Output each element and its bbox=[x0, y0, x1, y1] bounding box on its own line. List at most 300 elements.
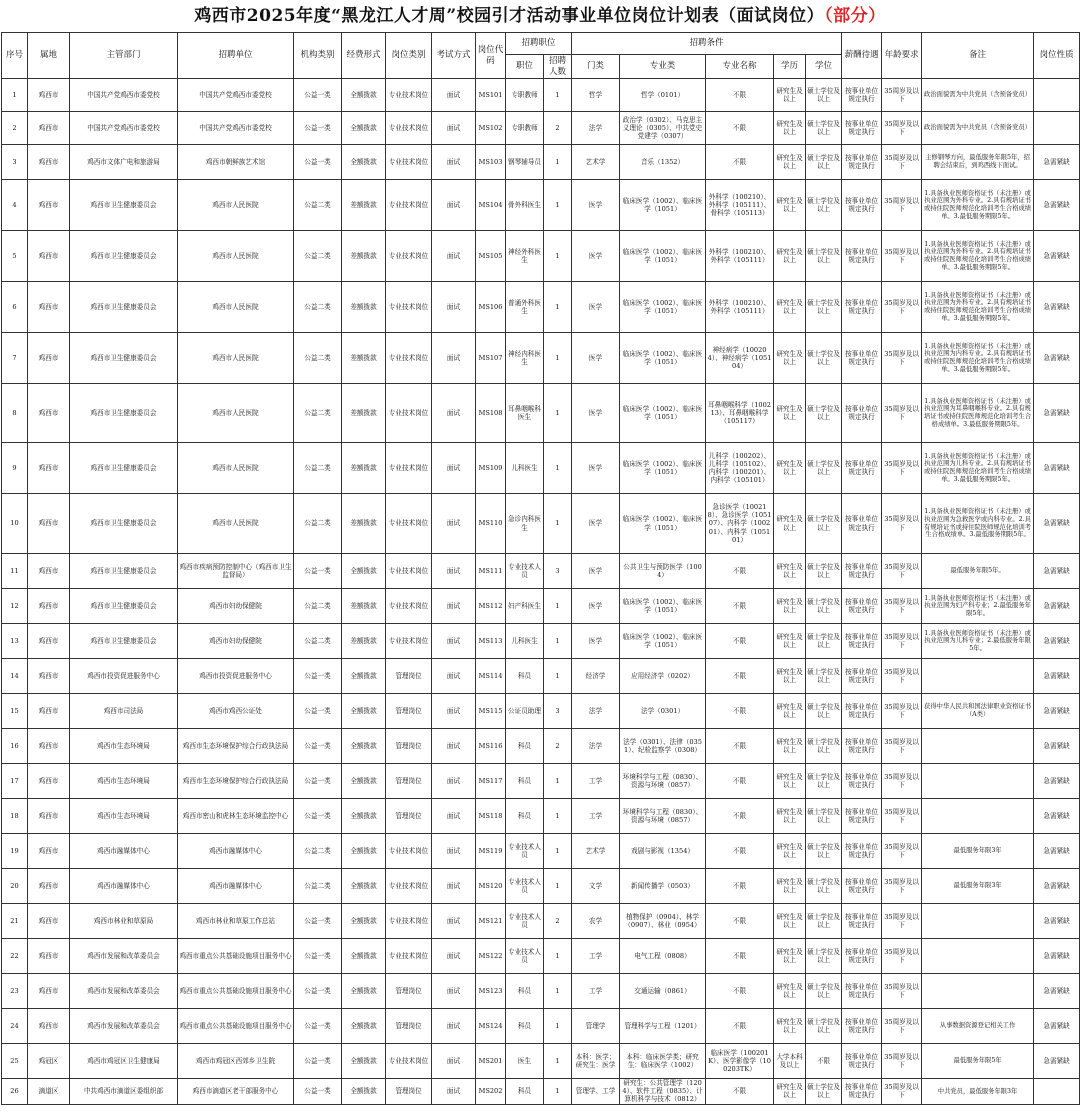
cell-unit: 鸡西市人民医院 bbox=[178, 180, 294, 231]
cell-dept: 鸡西市生态环境局 bbox=[70, 764, 178, 799]
cell-post: 耳鼻咽喉科医生 bbox=[506, 384, 544, 443]
cell-num: 1 bbox=[544, 384, 572, 443]
cell-org-type: 公益一类 bbox=[294, 1009, 342, 1044]
cell-code: MS117 bbox=[476, 764, 506, 799]
cell-org-type: 公益一类 bbox=[294, 1079, 342, 1105]
cell-org-type: 公益二类 bbox=[294, 180, 342, 231]
cell-nature: 急需紧缺 bbox=[1034, 974, 1080, 1009]
cell-note bbox=[922, 974, 1034, 1009]
table-row bbox=[2, 764, 1080, 799]
cell-nature: 急需紧缺 bbox=[1034, 443, 1080, 494]
cell-org-type: 公益一类 bbox=[294, 904, 342, 939]
table-row bbox=[2, 1044, 1080, 1079]
cell-seq: 3 bbox=[2, 145, 28, 180]
cell-code: MS120 bbox=[476, 869, 506, 904]
cell-pos-type: 管理岗位 bbox=[386, 764, 432, 799]
cell-note bbox=[922, 939, 1034, 974]
cell-age: 35周岁及以下 bbox=[882, 624, 922, 659]
cell-age: 35周岁及以下 bbox=[882, 145, 922, 180]
title-suffix: （部分） bbox=[824, 6, 886, 26]
cell-exam: 面试 bbox=[432, 112, 476, 145]
cell-unit: 鸡西市生态环境保护综合行政执法局 bbox=[178, 729, 294, 764]
cell-note: 1.具备执业医师资格证书（未注册）或执业范围为外科专业。2.具有规培证书或持住院医师规范化培训考生合格成绩单。3.最低服务期限5年。 bbox=[922, 180, 1034, 231]
header-org-type: 机构类别 bbox=[294, 33, 342, 79]
cell-salary: 按事业单位规定执行 bbox=[842, 834, 882, 869]
header-nature: 岗位性质 bbox=[1034, 33, 1080, 79]
cell-nature bbox=[1034, 112, 1080, 145]
cell-salary: 按事业单位规定执行 bbox=[842, 79, 882, 112]
cell-edu: 研究生及以上 bbox=[774, 79, 806, 112]
cell-note: 最低服务年限5年。 bbox=[922, 554, 1034, 589]
cell-age: 35周岁及以下 bbox=[882, 554, 922, 589]
cell-org-type: 公益一类 bbox=[294, 799, 342, 834]
cell-degree: 硕士学位及以上 bbox=[806, 384, 842, 443]
cell-unit: 鸡西市人民医院 bbox=[178, 494, 294, 554]
cell-seq: 25 bbox=[2, 1044, 28, 1079]
table-row bbox=[2, 79, 1080, 112]
cell-degree: 硕士学位及以上 bbox=[806, 494, 842, 554]
cell-edu: 大学本科及以上 bbox=[774, 1044, 806, 1079]
cell-area: 鸡西市 bbox=[28, 384, 70, 443]
cell-post: 专业技术人员 bbox=[506, 939, 544, 974]
cell-seq: 14 bbox=[2, 659, 28, 694]
cell-major-class: 临床医学（1002）、临床医学（1051） bbox=[620, 494, 706, 554]
cell-org-type: 公益一类 bbox=[294, 694, 342, 729]
cell-exam: 面试 bbox=[432, 494, 476, 554]
cell-category: 医学 bbox=[572, 231, 620, 282]
cell-pos-type: 专业技术岗位 bbox=[386, 231, 432, 282]
header-num: 招聘人数 bbox=[544, 55, 572, 79]
cell-age: 35周岁及以下 bbox=[882, 1044, 922, 1079]
header-note: 备注 bbox=[922, 33, 1034, 79]
cell-num: 1 bbox=[544, 834, 572, 869]
cell-unit: 鸡西市融媒体中心 bbox=[178, 834, 294, 869]
cell-post: 神经外科医生 bbox=[506, 231, 544, 282]
cell-org-type: 公益一类 bbox=[294, 554, 342, 589]
cell-num: 2 bbox=[544, 112, 572, 145]
cell-exam: 面试 bbox=[432, 333, 476, 384]
cell-degree: 硕士学位及以上 bbox=[806, 939, 842, 974]
cell-salary: 按事业单位规定执行 bbox=[842, 231, 882, 282]
cell-seq: 6 bbox=[2, 282, 28, 333]
cell-salary: 按事业单位规定执行 bbox=[842, 694, 882, 729]
cell-salary: 按事业单位规定执行 bbox=[842, 494, 882, 554]
cell-major-class: 电气工程（0808） bbox=[620, 939, 706, 974]
cell-dept: 中国共产党鸡西市委党校 bbox=[70, 112, 178, 145]
cell-exam: 面试 bbox=[432, 974, 476, 1009]
cell-post: 公证员助理 bbox=[506, 694, 544, 729]
cell-nature: 急需紧缺 bbox=[1034, 1009, 1080, 1044]
cell-num: 1 bbox=[544, 1009, 572, 1044]
cell-dept: 鸡西市卫生健康委员会 bbox=[70, 443, 178, 494]
cell-salary: 按事业单位规定执行 bbox=[842, 764, 882, 799]
cell-area: 鸡西市 bbox=[28, 145, 70, 180]
cell-pos-type: 管理岗位 bbox=[386, 694, 432, 729]
header-salary: 薪酬待遇 bbox=[842, 33, 882, 79]
cell-edu: 研究生及以上 bbox=[774, 282, 806, 333]
cell-age: 35周岁及以下 bbox=[882, 589, 922, 624]
cell-note: 主修钢琴方向，最低服务年限5年，招聘会结束后，到鸡西线下面试。 bbox=[922, 145, 1034, 180]
cell-code: MS124 bbox=[476, 1009, 506, 1044]
cell-area: 鸡西市 bbox=[28, 764, 70, 799]
cell-code: MS201 bbox=[476, 1044, 506, 1079]
cell-note bbox=[922, 904, 1034, 939]
cell-nature: 急需紧缺 bbox=[1034, 554, 1080, 589]
cell-major-name: 耳鼻咽喉科学（100213）、耳鼻咽喉科学（105117） bbox=[706, 384, 774, 443]
cell-org-type: 公益二类 bbox=[294, 589, 342, 624]
cell-nature: 急需紧缺 bbox=[1034, 180, 1080, 231]
cell-pos-type: 专业技术岗位 bbox=[386, 1044, 432, 1079]
cell-num: 1 bbox=[544, 589, 572, 624]
cell-pos-type: 专业技术岗位 bbox=[386, 384, 432, 443]
cell-age: 35周岁及以下 bbox=[882, 764, 922, 799]
cell-num: 3 bbox=[544, 554, 572, 589]
cell-degree: 硕士学位及以上 bbox=[806, 1079, 842, 1105]
cell-exam: 面试 bbox=[432, 282, 476, 333]
cell-post: 急诊内科医生 bbox=[506, 494, 544, 554]
table-row bbox=[2, 1079, 1080, 1105]
cell-nature: 急需紧缺 bbox=[1034, 694, 1080, 729]
cell-org-type: 公益一类 bbox=[294, 79, 342, 112]
cell-dept: 鸡西市卫生健康委员会 bbox=[70, 282, 178, 333]
cell-seq: 17 bbox=[2, 764, 28, 799]
cell-major-class: 公共卫生与预防医学（1004） bbox=[620, 554, 706, 589]
cell-age: 35周岁及以下 bbox=[882, 443, 922, 494]
cell-edu: 研究生及以上 bbox=[774, 764, 806, 799]
cell-pos-type: 专业技术岗位 bbox=[386, 834, 432, 869]
cell-unit: 鸡西市重点公共基础设施项目服务中心 bbox=[178, 1009, 294, 1044]
cell-note: 1.具备执业医师资格证书（未注册）或执业范围为外科专业。2.具有规培证书或持住院医师规范化培训考生合格成绩单。3.最低服务期限5年。 bbox=[922, 231, 1034, 282]
cell-age: 35周岁及以下 bbox=[882, 659, 922, 694]
cell-seq: 9 bbox=[2, 443, 28, 494]
cell-category: 哲学 bbox=[572, 79, 620, 112]
cell-age: 35周岁及以下 bbox=[882, 282, 922, 333]
cell-age: 35周岁及以下 bbox=[882, 494, 922, 554]
cell-area: 鸡西市 bbox=[28, 554, 70, 589]
cell-seq: 16 bbox=[2, 729, 28, 764]
cell-edu: 研究生及以上 bbox=[774, 494, 806, 554]
cell-seq: 10 bbox=[2, 494, 28, 554]
cell-exam: 面试 bbox=[432, 589, 476, 624]
cell-edu: 研究生及以上 bbox=[774, 145, 806, 180]
cell-major-name: 外科学（100210）、外科学（105111） bbox=[706, 282, 774, 333]
cell-area: 鸡西市 bbox=[28, 869, 70, 904]
cell-unit: 鸡西市妇幼保健院 bbox=[178, 589, 294, 624]
cell-age: 35周岁及以下 bbox=[882, 694, 922, 729]
cell-fund: 全额拨款 bbox=[342, 974, 386, 1009]
cell-major-name: 不限 bbox=[706, 1079, 774, 1105]
cell-dept: 鸡西市卫生健康委员会 bbox=[70, 333, 178, 384]
cell-org-type: 公益一类 bbox=[294, 659, 342, 694]
header-major-name: 专业名称 bbox=[706, 55, 774, 79]
header-area: 属地 bbox=[28, 33, 70, 79]
cell-category: 本科：医学；研究生：医学 bbox=[572, 1044, 620, 1079]
cell-unit: 鸡西市朝鲜族艺术馆 bbox=[178, 145, 294, 180]
cell-category: 工学 bbox=[572, 974, 620, 1009]
cell-fund: 全额拨款 bbox=[342, 1079, 386, 1105]
cell-fund: 全额拨款 bbox=[342, 145, 386, 180]
cell-salary: 按事业单位规定执行 bbox=[842, 112, 882, 145]
cell-org-type: 公益一类 bbox=[294, 974, 342, 1009]
header-unit: 招聘单位 bbox=[178, 33, 294, 79]
cell-major-class: 哲学（0101） bbox=[620, 79, 706, 112]
cell-org-type: 公益一类 bbox=[294, 145, 342, 180]
cell-post: 妇产科医生 bbox=[506, 589, 544, 624]
cell-note: 政治面貌需为中共党员（含预备党员） bbox=[922, 79, 1034, 112]
cell-org-type: 公益二类 bbox=[294, 494, 342, 554]
cell-dept: 鸡西市发展和改革委员会 bbox=[70, 939, 178, 974]
cell-major-class: 临床医学（1002）、临床医学（1051） bbox=[620, 624, 706, 659]
cell-num: 2 bbox=[544, 729, 572, 764]
cell-fund: 全额拨款 bbox=[342, 799, 386, 834]
cell-area: 鸡西市 bbox=[28, 443, 70, 494]
cell-note: 政治面貌需为中共党员（含预备党员） bbox=[922, 112, 1034, 145]
cell-age: 35周岁及以下 bbox=[882, 180, 922, 231]
cell-major-class: 临床医学（1002）、临床医学（1051） bbox=[620, 231, 706, 282]
cell-org-type: 公益二类 bbox=[294, 231, 342, 282]
cell-post: 专业技术人员 bbox=[506, 869, 544, 904]
cell-salary: 按事业单位规定执行 bbox=[842, 939, 882, 974]
cell-fund: 差额拨款 bbox=[342, 282, 386, 333]
cell-pos-type: 专业技术岗位 bbox=[386, 904, 432, 939]
cell-post: 科员 bbox=[506, 764, 544, 799]
cell-area: 鸡西市 bbox=[28, 112, 70, 145]
cell-fund: 差额拨款 bbox=[342, 624, 386, 659]
cell-num: 2 bbox=[544, 904, 572, 939]
cell-major-class: 交通运输（0861） bbox=[620, 974, 706, 1009]
cell-unit: 鸡西市滴道区老干部服务中心 bbox=[178, 1079, 294, 1105]
cell-seq: 4 bbox=[2, 180, 28, 231]
cell-exam: 面试 bbox=[432, 1044, 476, 1079]
cell-salary: 按事业单位规定执行 bbox=[842, 659, 882, 694]
cell-edu: 研究生及以上 bbox=[774, 834, 806, 869]
cell-edu: 研究生及以上 bbox=[774, 333, 806, 384]
cell-exam: 面试 bbox=[432, 554, 476, 589]
cell-seq: 2 bbox=[2, 112, 28, 145]
cell-degree: 硕士学位及以上 bbox=[806, 834, 842, 869]
cell-degree: 硕士学位及以上 bbox=[806, 729, 842, 764]
cell-unit: 鸡西市重点公共基础设施项目服务中心 bbox=[178, 974, 294, 1009]
cell-nature: 急需紧缺 bbox=[1034, 869, 1080, 904]
cell-unit: 鸡西市人民医院 bbox=[178, 282, 294, 333]
cell-salary: 按事业单位规定执行 bbox=[842, 1009, 882, 1044]
cell-seq: 13 bbox=[2, 624, 28, 659]
cell-salary: 按事业单位规定执行 bbox=[842, 1079, 882, 1105]
cell-exam: 面试 bbox=[432, 624, 476, 659]
cell-edu: 研究生及以上 bbox=[774, 624, 806, 659]
cell-area: 鸡西市 bbox=[28, 694, 70, 729]
cell-code: MS111 bbox=[476, 554, 506, 589]
cell-exam: 面试 bbox=[432, 939, 476, 974]
table-row bbox=[2, 729, 1080, 764]
cell-area: 鸡西市 bbox=[28, 904, 70, 939]
cell-degree: 硕士学位及以上 bbox=[806, 231, 842, 282]
cell-age: 35周岁及以下 bbox=[882, 834, 922, 869]
cell-degree: 硕士学位及以上 bbox=[806, 974, 842, 1009]
header-dept: 主管部门 bbox=[70, 33, 178, 79]
cell-note: 1.具备执业医师资格证书（未注册）或执业范围为内科专业。2.具有规培证书或持住院医师规范化培训考生合格成绩单。3.最低服务期限5年。 bbox=[922, 333, 1034, 384]
cell-salary: 按事业单位规定执行 bbox=[842, 145, 882, 180]
cell-dept: 鸡西市卫生健康委员会 bbox=[70, 180, 178, 231]
cell-major-class: 临床医学（1002）、临床医学（1051） bbox=[620, 589, 706, 624]
table-row bbox=[2, 333, 1080, 384]
cell-major-name: 不限 bbox=[706, 869, 774, 904]
cell-pos-type: 管理岗位 bbox=[386, 729, 432, 764]
cell-code: MS114 bbox=[476, 659, 506, 694]
cell-edu: 研究生及以上 bbox=[774, 180, 806, 231]
cell-seq: 15 bbox=[2, 694, 28, 729]
cell-category: 医学 bbox=[572, 624, 620, 659]
cell-degree: 硕士学位及以上 bbox=[806, 799, 842, 834]
cell-major-name: 不限 bbox=[706, 694, 774, 729]
cell-major-name: 不限 bbox=[706, 624, 774, 659]
cell-nature bbox=[1034, 1079, 1080, 1105]
cell-org-type: 公益二类 bbox=[294, 443, 342, 494]
header-edu: 学历 bbox=[774, 55, 806, 79]
cell-note bbox=[922, 659, 1034, 694]
cell-unit: 鸡西市鸡西公证处 bbox=[178, 694, 294, 729]
cell-category: 农学 bbox=[572, 904, 620, 939]
cell-num: 1 bbox=[544, 974, 572, 1009]
cell-dept: 鸡西市融媒体中心 bbox=[70, 869, 178, 904]
cell-nature: 急需紧缺 bbox=[1034, 624, 1080, 659]
cell-unit: 鸡西市重点公共基础设施项目服务中心 bbox=[178, 939, 294, 974]
cell-num: 1 bbox=[544, 443, 572, 494]
cell-edu: 研究生及以上 bbox=[774, 974, 806, 1009]
cell-org-type: 公益一类 bbox=[294, 939, 342, 974]
cell-post: 科员 bbox=[506, 729, 544, 764]
cell-degree: 硕士学位及以上 bbox=[806, 624, 842, 659]
cell-fund: 全额拨款 bbox=[342, 79, 386, 112]
cell-nature: 急需紧缺 bbox=[1034, 494, 1080, 554]
cell-major-name: 外科学（100210）、外科学（105111）、骨科学（105113） bbox=[706, 180, 774, 231]
cell-org-type: 公益一类 bbox=[294, 112, 342, 145]
cell-note bbox=[922, 729, 1034, 764]
cell-major-name: 外科学（100210）、外科学（105111） bbox=[706, 231, 774, 282]
table-row bbox=[2, 624, 1080, 659]
cell-age: 35周岁及以下 bbox=[882, 799, 922, 834]
cell-exam: 面试 bbox=[432, 180, 476, 231]
cell-num: 1 bbox=[544, 1079, 572, 1105]
cell-fund: 全额拨款 bbox=[342, 1009, 386, 1044]
cell-seq: 7 bbox=[2, 333, 28, 384]
cell-salary: 按事业单位规定执行 bbox=[842, 180, 882, 231]
cell-major-class: 研究生：公共管理学（1204）、软件工程（0835）、计算机科学与技术（0812） bbox=[620, 1079, 706, 1105]
header-fund: 经费形式 bbox=[342, 33, 386, 79]
cell-major-class: 应用经济学（0202） bbox=[620, 659, 706, 694]
cell-fund: 全额拨款 bbox=[342, 764, 386, 799]
cell-salary: 按事业单位规定执行 bbox=[842, 282, 882, 333]
cell-pos-type: 专业技术岗位 bbox=[386, 112, 432, 145]
cell-code: MS101 bbox=[476, 79, 506, 112]
cell-dept: 鸡西市融媒体中心 bbox=[70, 834, 178, 869]
cell-code: MS102 bbox=[476, 112, 506, 145]
cell-major-class: 临床医学（1002）、临床医学（1051） bbox=[620, 443, 706, 494]
cell-post: 骨外科医生 bbox=[506, 180, 544, 231]
cell-age: 35周岁及以下 bbox=[882, 974, 922, 1009]
cell-major-class: 临床医学（1002）、临床医学（1051） bbox=[620, 384, 706, 443]
cell-degree: 硕士学位及以上 bbox=[806, 282, 842, 333]
cell-dept: 鸡西市生态环境局 bbox=[70, 799, 178, 834]
cell-category: 文学 bbox=[572, 869, 620, 904]
cell-edu: 研究生及以上 bbox=[774, 694, 806, 729]
cell-pos-type: 专业技术岗位 bbox=[386, 624, 432, 659]
cell-fund: 差额拨款 bbox=[342, 494, 386, 554]
cell-edu: 研究生及以上 bbox=[774, 589, 806, 624]
table-row bbox=[2, 834, 1080, 869]
cell-area: 鸡西市 bbox=[28, 282, 70, 333]
cell-major-class: 临床医学（1002）、临床医学（1051） bbox=[620, 333, 706, 384]
cell-code: MS122 bbox=[476, 939, 506, 974]
cell-nature: 急需紧缺 bbox=[1034, 834, 1080, 869]
header-code: 岗位代码 bbox=[476, 33, 506, 79]
header-degree: 学位 bbox=[806, 55, 842, 79]
cell-code: MS116 bbox=[476, 729, 506, 764]
header-post: 职位 bbox=[506, 55, 544, 79]
cell-major-class: 法学（0301） bbox=[620, 694, 706, 729]
cell-area: 鸡西市 bbox=[28, 79, 70, 112]
cell-pos-type: 管理岗位 bbox=[386, 799, 432, 834]
cell-area: 鸡西市 bbox=[28, 799, 70, 834]
table-row bbox=[2, 231, 1080, 282]
table-row bbox=[2, 904, 1080, 939]
cell-fund: 全额拨款 bbox=[342, 869, 386, 904]
cell-note: 最低服务年限3年 bbox=[922, 834, 1034, 869]
cell-degree: 硕士学位及以上 bbox=[806, 1009, 842, 1044]
cell-unit: 鸡西市人民医院 bbox=[178, 231, 294, 282]
cell-pos-type: 专业技术岗位 bbox=[386, 869, 432, 904]
cell-fund: 差额拨款 bbox=[342, 180, 386, 231]
cell-area: 鸡西市 bbox=[28, 231, 70, 282]
cell-major-name: 不限 bbox=[706, 939, 774, 974]
cell-fund: 全额拨款 bbox=[342, 694, 386, 729]
cell-pos-type: 专业技术岗位 bbox=[386, 554, 432, 589]
cell-fund: 全额拨款 bbox=[342, 1044, 386, 1079]
cell-post: 科员 bbox=[506, 974, 544, 1009]
cell-edu: 研究生及以上 bbox=[774, 112, 806, 145]
cell-num: 1 bbox=[544, 231, 572, 282]
cell-code: MS113 bbox=[476, 624, 506, 659]
cell-pos-type: 管理岗位 bbox=[386, 659, 432, 694]
cell-category: 法学 bbox=[572, 112, 620, 145]
cell-seq: 5 bbox=[2, 231, 28, 282]
cell-exam: 面试 bbox=[432, 231, 476, 282]
cell-seq: 21 bbox=[2, 904, 28, 939]
cell-post: 专业技术人员 bbox=[506, 554, 544, 589]
cell-num: 1 bbox=[544, 1044, 572, 1079]
cell-code: MS123 bbox=[476, 974, 506, 1009]
cell-code: MS202 bbox=[476, 1079, 506, 1105]
cell-pos-type: 管理岗位 bbox=[386, 1009, 432, 1044]
cell-note: 中共党员，最低服务年限3年 bbox=[922, 1079, 1034, 1105]
page-title bbox=[0, 0, 1080, 32]
cell-note: 从事数据资源登记相关工作 bbox=[922, 1009, 1034, 1044]
cell-nature: 急需紧缺 bbox=[1034, 589, 1080, 624]
cell-nature: 急需紧缺 bbox=[1034, 904, 1080, 939]
cell-seq: 19 bbox=[2, 834, 28, 869]
cell-nature bbox=[1034, 79, 1080, 112]
cell-unit: 鸡西市生态环境保护综合行政执法局 bbox=[178, 764, 294, 799]
cell-seq: 18 bbox=[2, 799, 28, 834]
cell-nature: 急需紧缺 bbox=[1034, 282, 1080, 333]
cell-unit: 中国共产党鸡西市委党校 bbox=[178, 112, 294, 145]
cell-salary: 按事业单位规定执行 bbox=[842, 384, 882, 443]
cell-pos-type: 专业技术岗位 bbox=[386, 180, 432, 231]
cell-major-name: 神经病学（100204）、神经病学（105104） bbox=[706, 333, 774, 384]
cell-age: 35周岁及以下 bbox=[882, 79, 922, 112]
cell-unit: 鸡西市人民医院 bbox=[178, 333, 294, 384]
cell-exam: 面试 bbox=[432, 869, 476, 904]
